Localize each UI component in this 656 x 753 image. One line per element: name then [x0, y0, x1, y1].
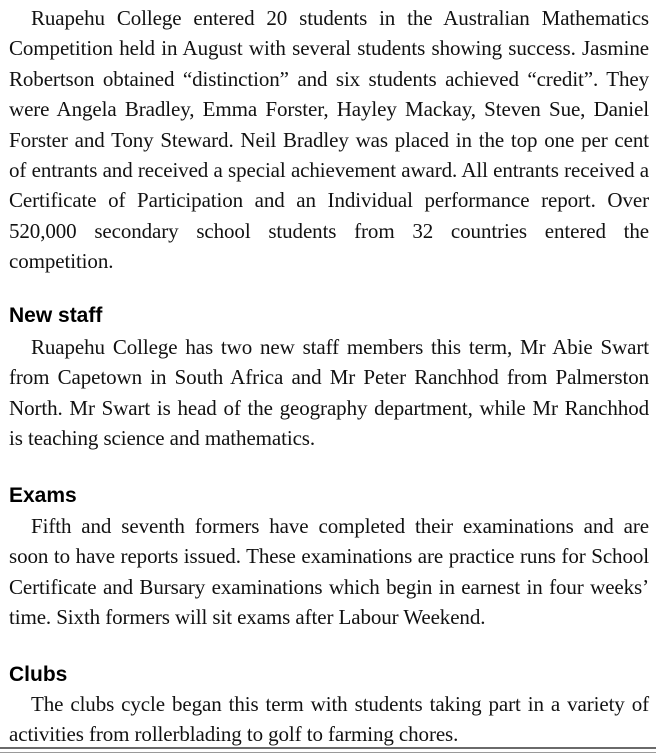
exams-block: [9, 511, 649, 633]
new-staff-block: [9, 332, 649, 454]
bottom-rule: [0, 747, 656, 749]
intro-paragraph: Ruapehu College entered 20 students in the Australian Mathematics Competition held in August with several students showing success. Jasmine Robertson obtained “distinction” and six students achieved “credit”. They were Angela Bradley, Emma Forster, Hayley Mackay, Steven Sue, Daniel Forster and Tony Steward. Neil Bradley was placed in the top one per cent of entrants and received a special achievement award. All entrants received a Certificate of Participation and an Individual performance report. Over 520,000 secondary school students from 32 countries entered the competition.: [9, 6, 649, 274]
exams-paragraph: Fifth and seventh formers have completed their examinations and are soon to have reports issued. These examinations are practice runs for School Certificate and Bursary examinations which begin in earnest in four weeks’ time. Sixth formers will sit exams after Labour Weekend.: [9, 514, 649, 630]
clubs-block: [9, 689, 649, 750]
intro-block: [9, 3, 649, 277]
heading-exams: Exams: [9, 484, 77, 507]
heading-new-staff: New staff: [9, 304, 103, 327]
new-staff-paragraph: Ruapehu College has two new staff members this term, Mr Abie Swart from Capetown in South Africa and Mr Peter Ranchhod from Palmerston North. Mr Swart is head of the geography department, while Mr Ranchhod is teaching science and mathematics.: [9, 335, 649, 451]
heading-clubs: Clubs: [9, 663, 68, 686]
clubs-paragraph: The clubs cycle began this term with students taking part in a variety of activities from rollerblading to golf to farming chores.: [9, 692, 649, 747]
